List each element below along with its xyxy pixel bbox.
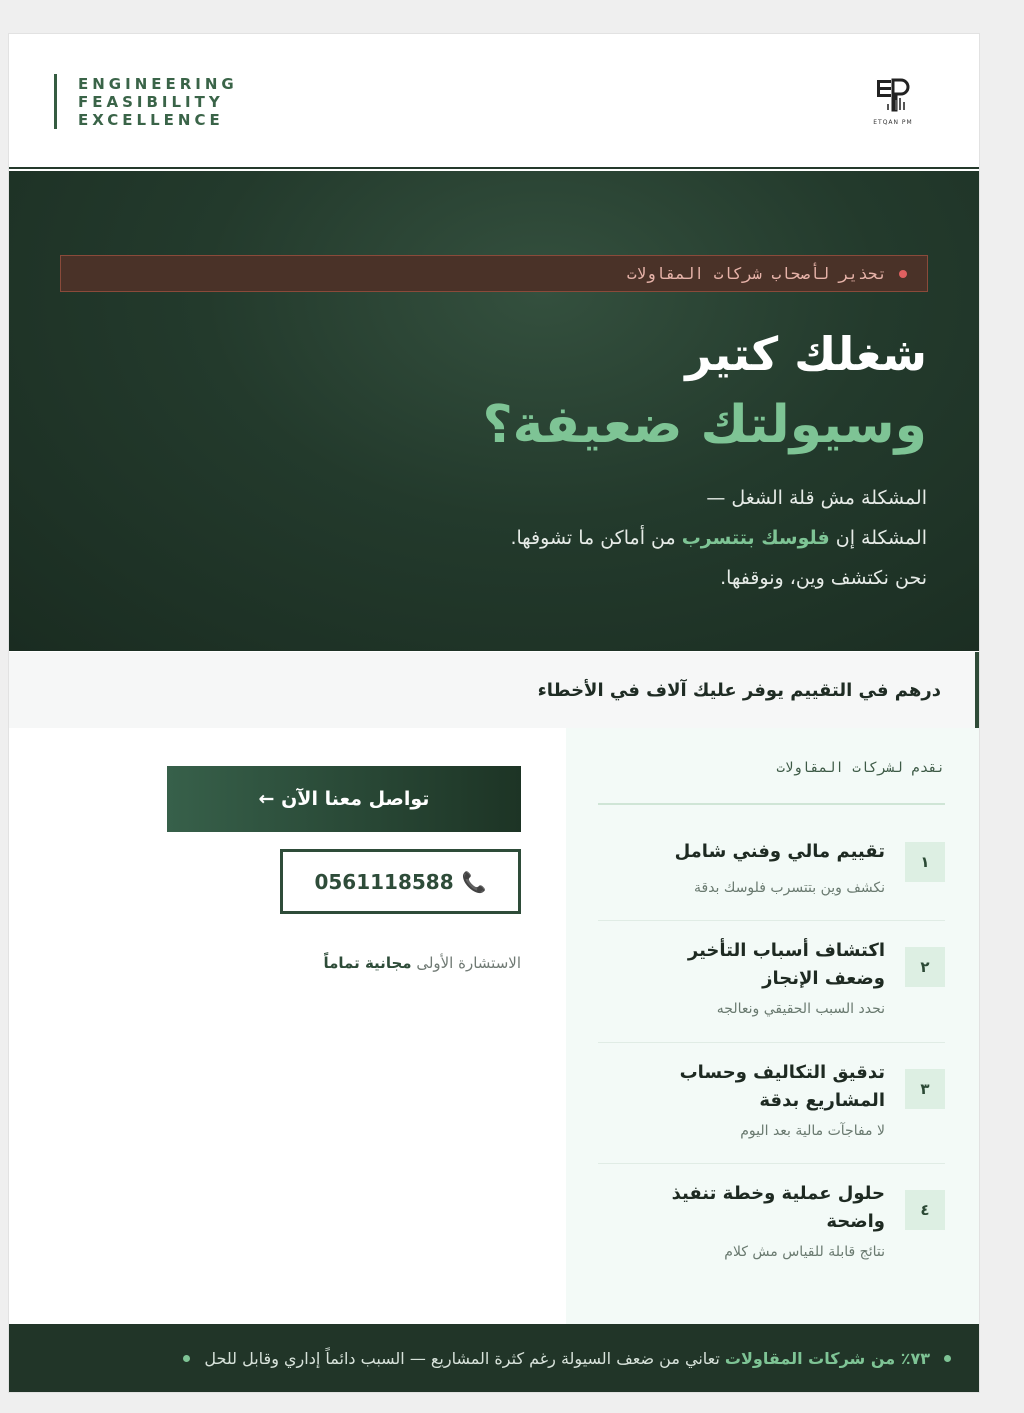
quote-banner: [9, 652, 979, 728]
page-card: [9, 34, 979, 1392]
consult-bold: مجانية تماماً: [323, 954, 412, 972]
tagline-line-2: FEASIBILITY: [78, 92, 224, 111]
services-divider: [598, 803, 945, 805]
tagline-line-3: EXCELLENCE: [78, 110, 224, 129]
service-title: اكتشاف أسباب التأخير وضعف الإنجاز: [687, 940, 885, 989]
header: [9, 34, 979, 169]
service-subtitle: نحدد السبب الحقيقي ونعالجه: [716, 1001, 885, 1017]
quote-text: درهم في التقييم يوفر عليك آلاف في الأخطاء: [537, 679, 941, 701]
hero-desc-line-2-before: المشكلة إن: [829, 527, 927, 549]
hero-section: [9, 171, 979, 651]
logo-text: ETQAN PM: [873, 119, 913, 126]
services-title: نقدم لشركات المقاولات: [776, 760, 945, 776]
hero-desc-line-2-after: من أماكن ما تشوفها.: [510, 527, 682, 549]
service-item-3: [598, 1043, 945, 1164]
warning-dot-icon: [899, 270, 907, 278]
service-number: ٤: [905, 1190, 945, 1230]
service-subtitle: نكشف وين بتتسرب فلوسك بدقة: [694, 880, 885, 896]
hero-desc-highlight: فلوسك بتتسرب: [681, 527, 830, 549]
service-item-1: [598, 828, 945, 921]
etqan-pm-logo-icon: [873, 76, 913, 114]
bullet-dot-icon: [944, 1355, 951, 1362]
etqan-logo[interactable]: [864, 76, 922, 128]
service-title: تدقيق التكاليف وحساب المشاريع بدقة: [679, 1062, 885, 1111]
services-panel: [566, 728, 979, 1328]
hero-desc-line-1: المشكلة مش قلة الشغل —: [706, 487, 927, 509]
service-number: ٢: [905, 947, 945, 987]
phone-number: 0561118588: [314, 869, 454, 894]
hero-title-line-2: وسيولتك ضعيفة؟: [482, 395, 927, 455]
tagline: [54, 74, 238, 129]
warning-banner: [60, 255, 928, 292]
service-subtitle: لا مفاجآت مالية بعد اليوم: [740, 1123, 885, 1139]
service-number: ١: [905, 842, 945, 882]
hero-desc-line-3: نحن نكتشف وين، ونوقفها.: [720, 567, 927, 589]
free-consultation-note: [324, 954, 522, 972]
hero-description: [510, 478, 927, 598]
service-title: تقييم مالي وفني شامل: [674, 841, 885, 862]
hero-desc-line-2: [510, 518, 927, 558]
consult-text: الاستشارة الأولى: [411, 954, 521, 972]
phone-icon: 📞: [461, 869, 487, 894]
service-subtitle: نتائج قابلة للقياس مش كلام: [724, 1244, 885, 1260]
footer-stat-bar: [9, 1324, 979, 1392]
phone-button[interactable]: [280, 849, 521, 914]
service-number: ٣: [905, 1069, 945, 1109]
warning-text: تحذير لأصحاب شركات المقاولات: [626, 264, 887, 283]
bullet-dot-icon: [183, 1355, 190, 1362]
tagline-line-1: ENGINEERING: [78, 74, 238, 93]
service-title: حلول عملية وخطة تنفيذ واضحة: [671, 1183, 885, 1232]
contact-now-button[interactable]: تواصل معنا الآن ←: [167, 766, 521, 832]
service-item-2: [598, 921, 945, 1043]
hero-title-line-1: شغلك كتير: [685, 327, 927, 381]
footer-rest: تعاني من ضعف السيولة رغم كثرة المشاريع — السبب دائماً إداري وقابل للحل: [204, 1348, 725, 1368]
footer-percent: ٧٣٪ من شركات المقاولات: [724, 1348, 930, 1368]
service-item-4: [598, 1164, 945, 1286]
footer-text: [204, 1349, 930, 1368]
